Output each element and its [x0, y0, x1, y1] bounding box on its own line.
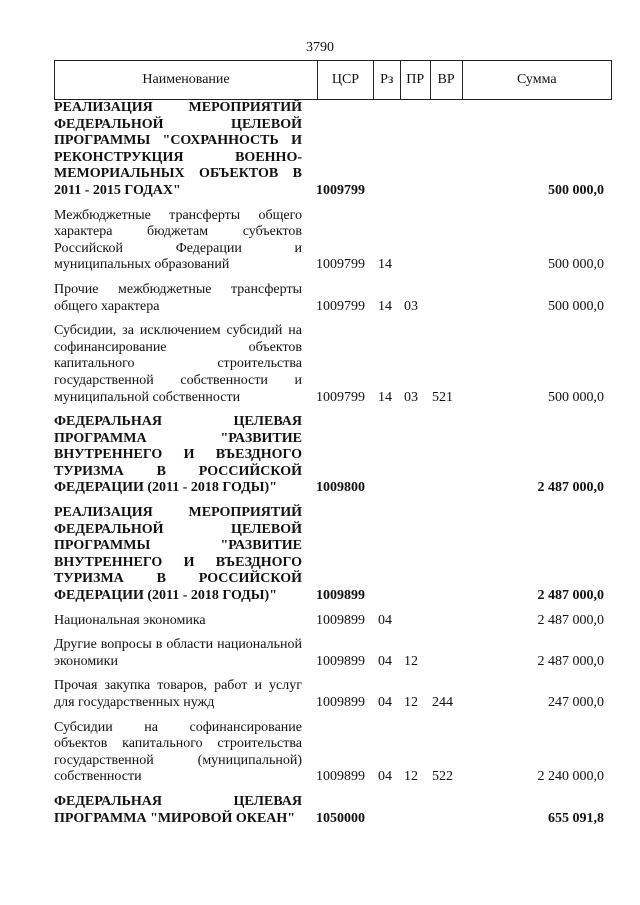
row-csr: 1009899 [316, 769, 365, 785]
header-vr: ВР [431, 61, 463, 99]
header-pr: ПР [401, 61, 431, 99]
table-row [54, 794, 612, 827]
table-row [54, 208, 612, 274]
row-rz: 14 [378, 389, 392, 405]
row-name: РЕАЛИЗАЦИЯ МЕРОПРИЯТИЙ ФЕДЕРАЛЬНОЙ ЦЕЛЕВОЙ ПРОГРАММЫ "СОХРАННОСТЬ И РЕКОНСТРУКЦИЯ ВОЕННО-МЕМОРИАЛЬНЫХ ОБЪЕКТОВ В 2011 - 2015 ГОДАХ" [54, 100, 302, 198]
header-csr: ЦСР [318, 61, 374, 99]
row-csr: 1009799 [316, 182, 365, 198]
page-number: 3790 [306, 40, 334, 55]
row-pr: 03 [404, 389, 418, 405]
row-csr: 1009800 [316, 480, 365, 496]
table-row [54, 678, 612, 711]
row-sum: 500 000,0 [548, 257, 604, 273]
row-pr: 12 [404, 653, 418, 669]
row-pr: 03 [404, 298, 418, 314]
row-csr: 1009799 [316, 298, 365, 314]
row-sum: 247 000,0 [548, 695, 604, 710]
table-body [54, 100, 612, 835]
row-rz: 04 [378, 695, 392, 710]
row-vr: 244 [432, 695, 453, 710]
row-vr: 522 [432, 769, 453, 785]
table-header [54, 60, 612, 100]
row-name: Прочая закупка товаров, работ и услуг для государственных нужд [54, 678, 302, 710]
row-name: Другие вопросы в области национальной экономики [54, 637, 302, 669]
row-rz: 04 [378, 769, 392, 785]
row-csr: 1009799 [316, 389, 365, 405]
row-sum: 2 487 000,0 [537, 480, 604, 496]
row-rz: 14 [378, 257, 392, 273]
row-sum: 500 000,0 [548, 298, 604, 314]
row-csr: 1009899 [316, 588, 365, 604]
row-sum: 655 091,8 [548, 810, 604, 826]
row-rz: 04 [378, 653, 392, 669]
row-sum: 500 000,0 [548, 182, 604, 198]
row-name: Субсидии, за исключением субсидий на софинансирование объектов капитального строительства государственной собственности и муниципальной собственности [54, 323, 302, 405]
row-vr: 521 [432, 389, 453, 405]
row-name: ФЕДЕРАЛЬНАЯ ЦЕЛЕВАЯ ПРОГРАММА "РАЗВИТИЕ ВНУТРЕННЕГО И ВЪЕЗДНОГО ТУРИЗМА В РОССИЙСКОЙ ФЕДЕРАЦИИ (2011 - 2018 ГОДЫ)" [54, 414, 302, 496]
header-sum: Сумма [516, 72, 557, 87]
row-sum: 2 487 000,0 [537, 612, 604, 628]
row-csr: 1050000 [316, 810, 365, 826]
table-row [54, 323, 612, 406]
row-name: Национальная экономика [54, 612, 206, 628]
table-row [54, 414, 612, 497]
table-row [54, 720, 612, 786]
row-sum: 500 000,0 [548, 389, 604, 405]
row-sum: 2 240 000,0 [537, 769, 604, 785]
table-row [54, 100, 612, 200]
row-name: ФЕДЕРАЛЬНАЯ ЦЕЛЕВАЯ ПРОГРАММА "МИРОВОЙ ОКЕАН" [54, 793, 302, 826]
row-name: Субсидии на софинансирование объектов капитального строительства государственной (муниципальной) собственности [54, 719, 302, 785]
row-sum: 2 487 000,0 [537, 653, 604, 669]
header-name: Наименование [55, 61, 318, 99]
row-rz: 14 [378, 298, 392, 314]
table-row [54, 613, 612, 630]
table-row [54, 505, 612, 605]
row-name: Межбюджетные трансферты общего характера бюджетам субъектов Российской Федерации и муниципальных образований [54, 207, 302, 273]
row-pr: 12 [404, 695, 418, 710]
row-csr: 1009899 [316, 695, 365, 710]
row-sum: 2 487 000,0 [537, 588, 604, 604]
row-csr: 1009899 [316, 612, 365, 628]
row-rz: 04 [378, 612, 392, 628]
row-name: Прочие межбюджетные трансферты общего характера [54, 281, 302, 314]
header-rz: Рз [374, 61, 401, 99]
row-csr: 1009899 [316, 653, 365, 669]
row-csr: 1009799 [316, 257, 365, 273]
row-name: РЕАЛИЗАЦИЯ МЕРОПРИЯТИЙ ФЕДЕРАЛЬНОЙ ЦЕЛЕВОЙ ПРОГРАММЫ "РАЗВИТИЕ ВНУТРЕННЕГО И ВЪЕЗДНОГО ТУРИЗМА В РОССИЙСКОЙ ФЕДЕРАЦИИ (2011 - 2018 ГОДЫ)" [54, 505, 302, 604]
table-row [54, 637, 612, 670]
table-row [54, 282, 612, 315]
row-pr: 12 [404, 769, 418, 785]
